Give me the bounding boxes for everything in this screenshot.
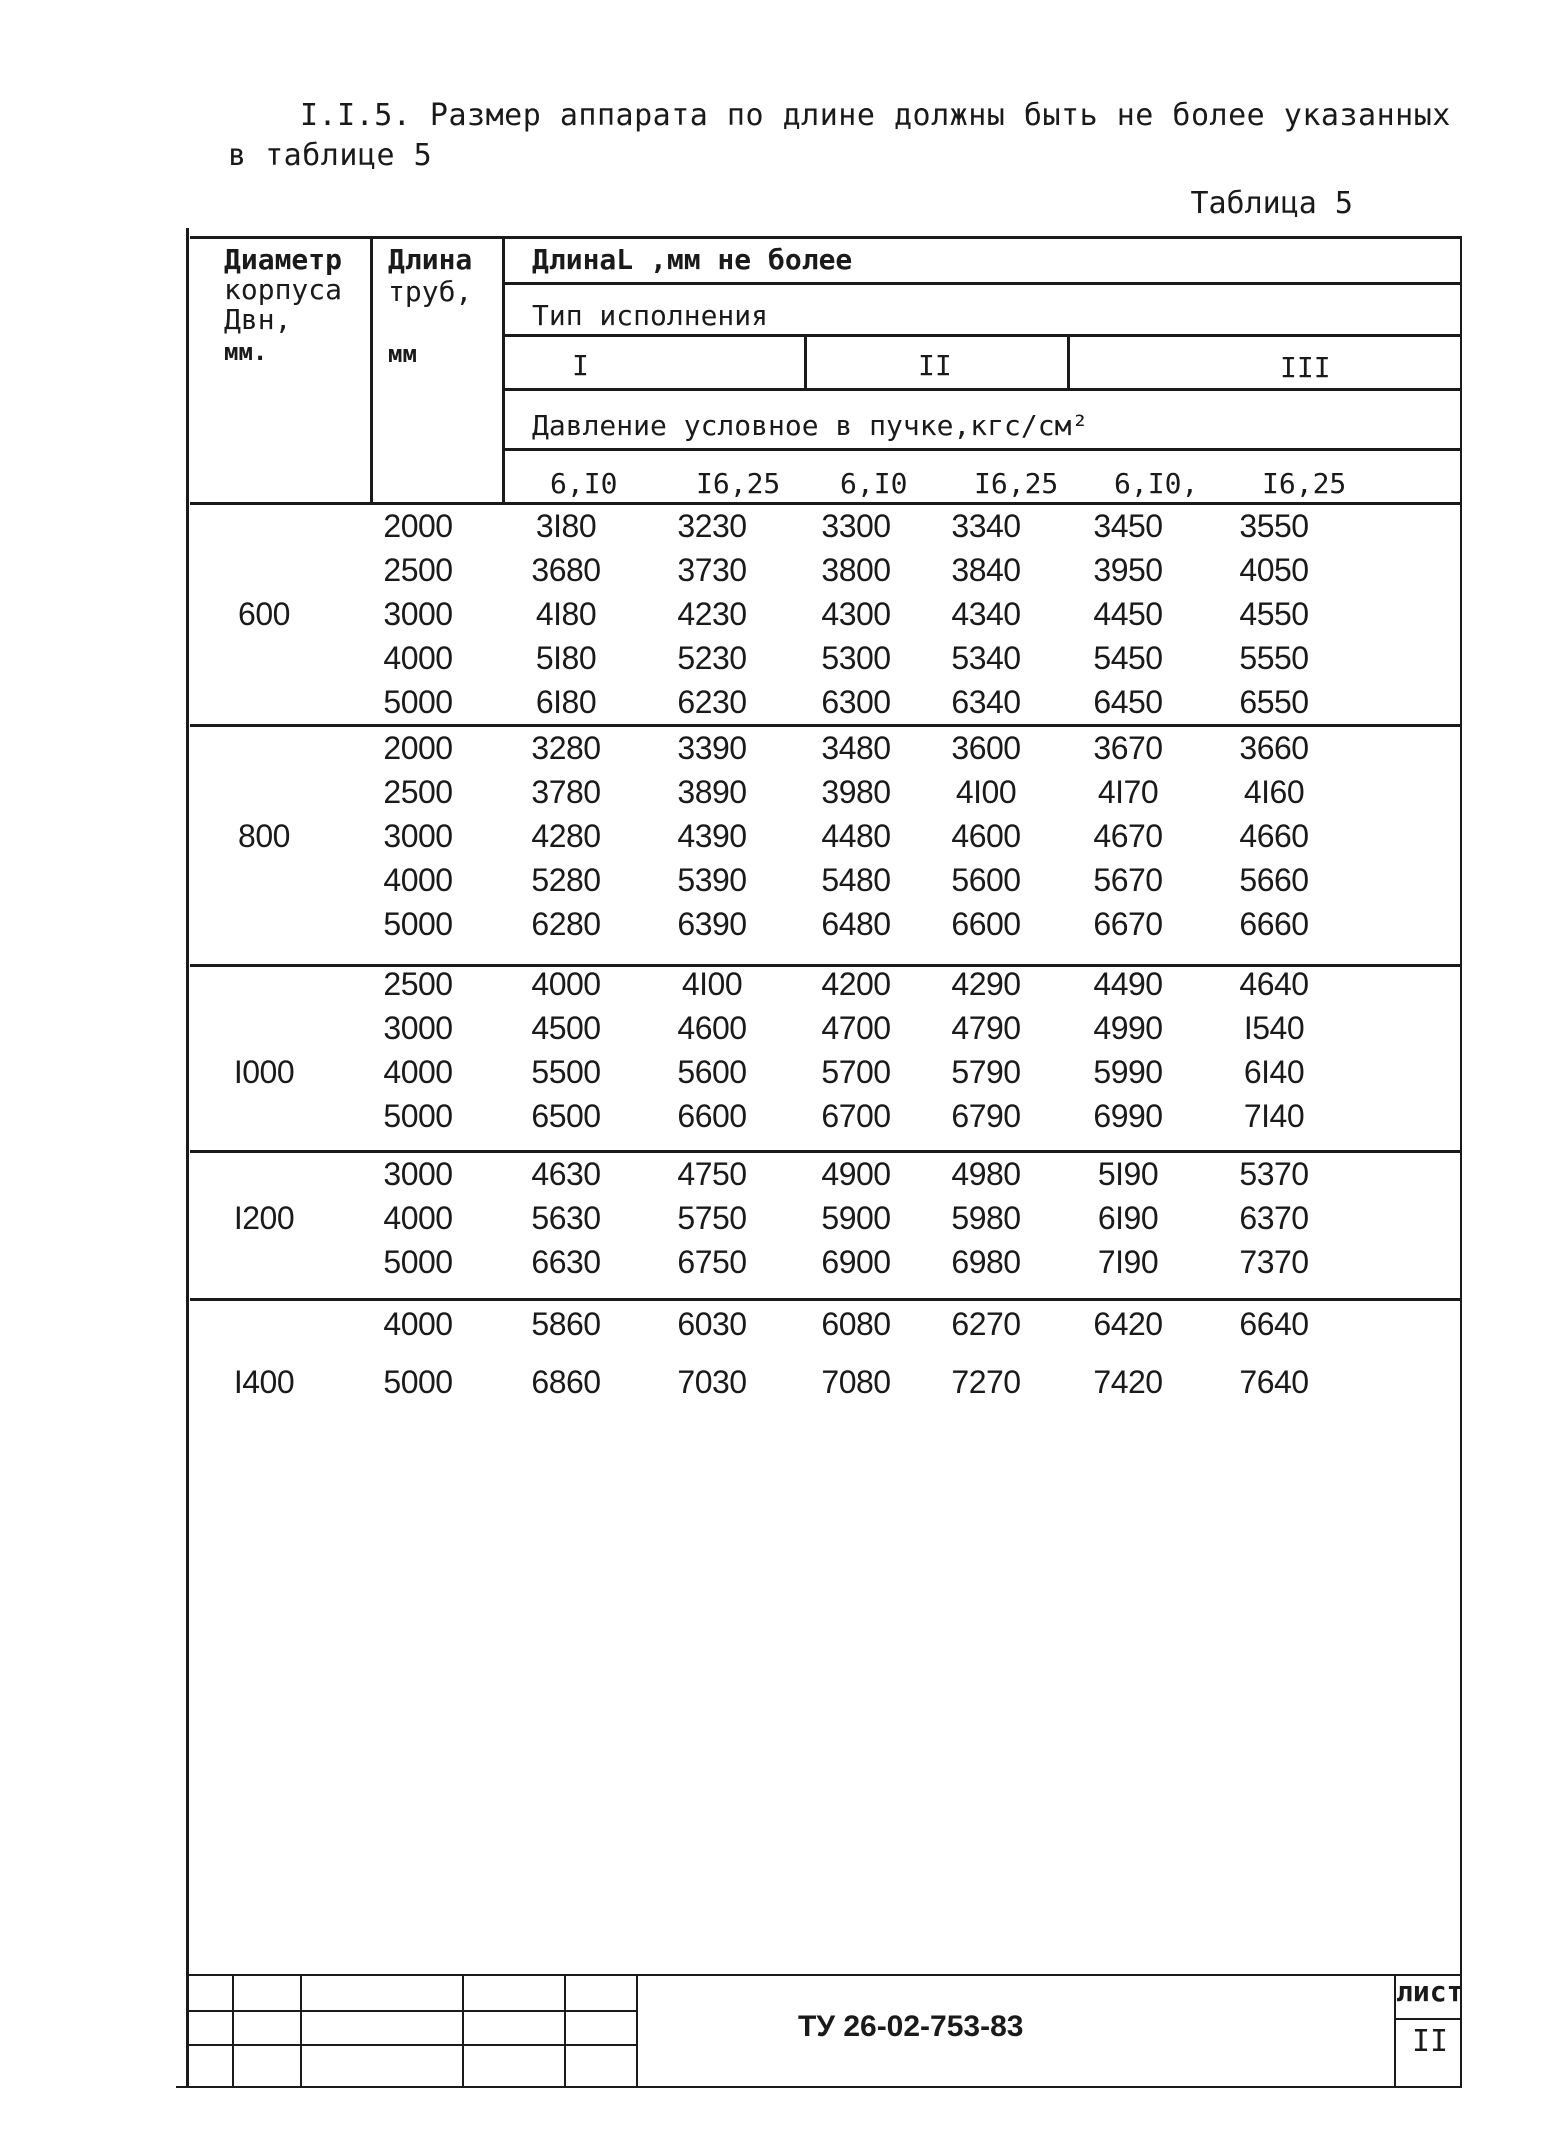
length-value-cell: 3890 <box>677 774 747 810</box>
length-value-cell: 3230 <box>677 508 747 544</box>
title-block-divider-4 <box>564 1976 566 2086</box>
document-code: ТУ 26-02-753-83 <box>798 2010 1024 2043</box>
diameter-cell: 600 <box>238 596 290 632</box>
length-value-cell: 6500 <box>531 1098 601 1134</box>
length-value-cell: 3300 <box>821 508 891 544</box>
header-col2-line3: мм <box>388 340 417 368</box>
header-col1-line1: Диаметр <box>224 243 343 276</box>
length-value-cell: 6980 <box>951 1244 1021 1280</box>
tube-length-cell: 2000 <box>383 730 453 766</box>
length-value-cell: 3340 <box>951 508 1021 544</box>
length-value-cell: 4500 <box>531 1010 601 1046</box>
length-value-cell: 4450 <box>1093 596 1163 632</box>
title-block-divider-3 <box>462 1976 464 2086</box>
length-value-cell: 5630 <box>531 1200 601 1236</box>
length-value-cell: 6390 <box>677 906 747 942</box>
length-value-cell: 6860 <box>531 1364 601 1400</box>
length-value-cell: 3I80 <box>535 508 597 544</box>
length-value-cell: 4750 <box>677 1156 747 1192</box>
length-value-cell: 6790 <box>951 1098 1021 1134</box>
length-value-cell: 4200 <box>821 966 891 1002</box>
length-value-cell: 4I00 <box>681 966 743 1002</box>
length-value-cell: 4980 <box>951 1156 1021 1192</box>
tube-length-cell: 3000 <box>383 596 453 632</box>
header-line-pressure <box>504 448 1460 451</box>
tube-length-cell: 4000 <box>383 640 453 676</box>
title-block-top-line <box>186 1974 1462 1976</box>
sheet-label: лист <box>1396 1975 1464 2008</box>
length-value-cell: 4900 <box>821 1156 891 1192</box>
length-value-cell: 6660 <box>1239 906 1309 942</box>
length-value-cell: 3670 <box>1093 730 1163 766</box>
length-value-cell: 6990 <box>1093 1098 1163 1134</box>
tube-length-cell: 4000 <box>383 1200 453 1236</box>
length-value-cell: 3730 <box>677 552 747 588</box>
header-pressure-6: I6,25 <box>1262 467 1347 500</box>
length-value-cell: 6270 <box>951 1306 1021 1342</box>
length-value-cell: 4630 <box>531 1156 601 1192</box>
header-pressure-4: I6,25 <box>974 467 1059 500</box>
length-value-cell: 3450 <box>1093 508 1163 544</box>
length-value-cell: 4I80 <box>535 596 597 632</box>
length-value-cell: 4790 <box>951 1010 1021 1046</box>
length-value-cell: 3840 <box>951 552 1021 588</box>
length-value-cell: 6I40 <box>1243 1054 1305 1090</box>
length-value-cell: 6420 <box>1093 1306 1163 1342</box>
header-pressure-1: 6,I0 <box>550 467 618 500</box>
diameter-cell: I200 <box>233 1200 295 1236</box>
length-value-cell: 5700 <box>821 1054 891 1090</box>
title-block-divider-1 <box>232 1976 234 2086</box>
length-value-cell: 5480 <box>821 862 891 898</box>
length-value-cell: 5660 <box>1239 862 1309 898</box>
length-value-cell: 3680 <box>531 552 601 588</box>
header-line-length <box>504 282 1460 285</box>
title-block-divider-5 <box>636 1976 638 2086</box>
intro-line-2: в таблице 5 <box>228 138 433 173</box>
length-value-cell: 6670 <box>1093 906 1163 942</box>
title-block-row-line-2 <box>186 2044 636 2046</box>
length-value-cell: 6480 <box>821 906 891 942</box>
length-value-cell: 7I40 <box>1243 1098 1305 1134</box>
length-value-cell: 5670 <box>1093 862 1163 898</box>
tube-length-cell: 2500 <box>383 774 453 810</box>
length-value-cell: 6230 <box>677 684 747 720</box>
col-separator-1 <box>370 236 373 504</box>
length-value-cell: 5500 <box>531 1054 601 1090</box>
header-pressure-2: I6,25 <box>696 467 781 500</box>
table-caption: Таблица 5 <box>1190 186 1353 221</box>
length-value-cell: 6I90 <box>1097 1200 1159 1236</box>
length-value-cell: 6700 <box>821 1098 891 1134</box>
length-value-cell: 4660 <box>1239 818 1309 854</box>
tube-length-cell: 4000 <box>383 1054 453 1090</box>
header-col1-line4: мм. <box>224 338 268 366</box>
length-value-cell: 4I00 <box>955 774 1017 810</box>
tube-length-cell: 4000 <box>383 1306 453 1342</box>
length-value-cell: 6600 <box>677 1098 747 1134</box>
length-value-cell: 6550 <box>1239 684 1309 720</box>
length-value-cell: 7270 <box>951 1364 1021 1400</box>
length-value-cell: 5280 <box>531 862 601 898</box>
header-pressure-5: 6,I0, <box>1114 467 1199 500</box>
sheet-number: II <box>1412 2024 1449 2059</box>
length-value-cell: 4290 <box>951 966 1021 1002</box>
length-value-cell: 4600 <box>951 818 1021 854</box>
header-length-title: ДлинаL ,мм не более <box>532 243 853 276</box>
length-value-cell: 3980 <box>821 774 891 810</box>
length-value-cell: 6080 <box>821 1306 891 1342</box>
tube-length-cell: 2500 <box>383 552 453 588</box>
header-type-2: II <box>918 349 952 382</box>
frame-right-border <box>1460 236 1462 2088</box>
header-type-title: Тип исполнения <box>532 299 769 332</box>
length-value-cell: 3390 <box>677 730 747 766</box>
length-value-cell: 5390 <box>677 862 747 898</box>
length-value-cell: 6340 <box>951 684 1021 720</box>
header-line-types <box>504 388 1460 391</box>
length-value-cell: 6370 <box>1239 1200 1309 1236</box>
length-value-cell: 5230 <box>677 640 747 676</box>
length-value-cell: 5790 <box>951 1054 1021 1090</box>
tube-length-cell: 5000 <box>383 1244 453 1280</box>
length-value-cell: 3660 <box>1239 730 1309 766</box>
tube-length-cell: 3000 <box>383 1010 453 1046</box>
diameter-cell: I000 <box>233 1054 295 1090</box>
length-value-cell: 4I60 <box>1243 774 1305 810</box>
length-value-cell: 4340 <box>951 596 1021 632</box>
length-value-cell: 7370 <box>1239 1244 1309 1280</box>
group-separator-1 <box>190 724 1460 727</box>
length-value-cell: 6030 <box>677 1306 747 1342</box>
header-pressure-3: 6,I0 <box>840 467 908 500</box>
length-value-cell: 5860 <box>531 1306 601 1342</box>
length-value-cell: 4230 <box>677 596 747 632</box>
title-block-row-line-1 <box>186 2010 636 2012</box>
length-value-cell: 7420 <box>1093 1364 1163 1400</box>
length-value-cell: 6I80 <box>535 684 597 720</box>
length-value-cell: 6900 <box>821 1244 891 1280</box>
length-value-cell: 4390 <box>677 818 747 854</box>
diameter-cell: 800 <box>238 818 290 854</box>
frame-left-border <box>186 228 189 2088</box>
length-value-cell: 4490 <box>1093 966 1163 1002</box>
length-value-cell: 6280 <box>531 906 601 942</box>
length-value-cell: 4990 <box>1093 1010 1163 1046</box>
length-value-cell: 4550 <box>1239 596 1309 632</box>
length-value-cell: 5980 <box>951 1200 1021 1236</box>
length-value-cell: 4480 <box>821 818 891 854</box>
length-value-cell: 4300 <box>821 596 891 632</box>
length-value-cell: 3280 <box>531 730 601 766</box>
sheet-box-line <box>1394 2018 1460 2020</box>
length-value-cell: 5750 <box>677 1200 747 1236</box>
length-value-cell: 3550 <box>1239 508 1309 544</box>
tube-length-cell: 4000 <box>383 862 453 898</box>
tube-length-cell: 3000 <box>383 1156 453 1192</box>
header-pressure-title: Давление условное в пучке,кгс/см² <box>532 409 1089 442</box>
length-value-cell: 3600 <box>951 730 1021 766</box>
length-value-cell: 6450 <box>1093 684 1163 720</box>
length-value-cell: 6300 <box>821 684 891 720</box>
length-value-cell: I540 <box>1243 1010 1305 1046</box>
length-value-cell: 5340 <box>951 640 1021 676</box>
intro-line-1: I.I.5. Размер аппарата по длине должны быть не более указанных <box>300 98 1451 133</box>
length-value-cell: 5I80 <box>535 640 597 676</box>
length-value-cell: 5990 <box>1093 1054 1163 1090</box>
length-value-cell: 3950 <box>1093 552 1163 588</box>
length-value-cell: 3800 <box>821 552 891 588</box>
header-col2-line1: Длина <box>388 243 473 276</box>
length-value-cell: 4280 <box>531 818 601 854</box>
length-value-cell: 3780 <box>531 774 601 810</box>
header-col1-line2: корпуса <box>224 273 343 306</box>
length-value-cell: 4700 <box>821 1010 891 1046</box>
length-value-cell: 5600 <box>677 1054 747 1090</box>
length-value-cell: 6750 <box>677 1244 747 1280</box>
length-value-cell: 5600 <box>951 862 1021 898</box>
col-separator-2 <box>502 236 505 504</box>
length-value-cell: 3480 <box>821 730 891 766</box>
tube-length-cell: 5000 <box>383 1098 453 1134</box>
tube-length-cell: 5000 <box>383 906 453 942</box>
length-value-cell: 5300 <box>821 640 891 676</box>
length-value-cell: 4000 <box>531 966 601 1002</box>
header-top-line <box>190 236 1460 239</box>
length-value-cell: 5900 <box>821 1200 891 1236</box>
tube-length-cell: 2000 <box>383 508 453 544</box>
length-value-cell: 4050 <box>1239 552 1309 588</box>
length-value-cell: 7640 <box>1239 1364 1309 1400</box>
length-value-cell: 5450 <box>1093 640 1163 676</box>
length-value-cell: 4I70 <box>1097 774 1159 810</box>
length-value-cell: 7080 <box>821 1364 891 1400</box>
header-col2-line2: труб, <box>388 275 473 308</box>
group-separator-4 <box>190 1298 1460 1301</box>
length-value-cell: 4600 <box>677 1010 747 1046</box>
header-bottom-line <box>190 502 1460 505</box>
type-separator-1 <box>804 336 807 390</box>
header-type-3: III <box>1280 351 1331 384</box>
tube-length-cell: 2500 <box>383 966 453 1002</box>
length-value-cell: 5550 <box>1239 640 1309 676</box>
tube-length-cell: 5000 <box>383 684 453 720</box>
header-type-1: I <box>572 349 589 382</box>
length-value-cell: 6600 <box>951 906 1021 942</box>
length-value-cell: 7030 <box>677 1364 747 1400</box>
tube-length-cell: 3000 <box>383 818 453 854</box>
length-value-cell: 6630 <box>531 1244 601 1280</box>
title-block-divider-2 <box>300 1976 302 2086</box>
group-separator-3 <box>190 1150 1460 1153</box>
diameter-cell: I400 <box>233 1364 295 1400</box>
length-value-cell: 7I90 <box>1097 1244 1159 1280</box>
header-line-type <box>504 334 1460 337</box>
length-value-cell: 5I90 <box>1097 1156 1159 1192</box>
length-value-cell: 4670 <box>1093 818 1163 854</box>
type-separator-2 <box>1067 336 1070 390</box>
tube-length-cell: 5000 <box>383 1364 453 1400</box>
length-value-cell: 4640 <box>1239 966 1309 1002</box>
length-value-cell: 5370 <box>1239 1156 1309 1192</box>
title-block-bottom-line <box>176 2086 1462 2088</box>
length-value-cell: 6640 <box>1239 1306 1309 1342</box>
header-col1-line3: Двн, <box>224 303 292 336</box>
